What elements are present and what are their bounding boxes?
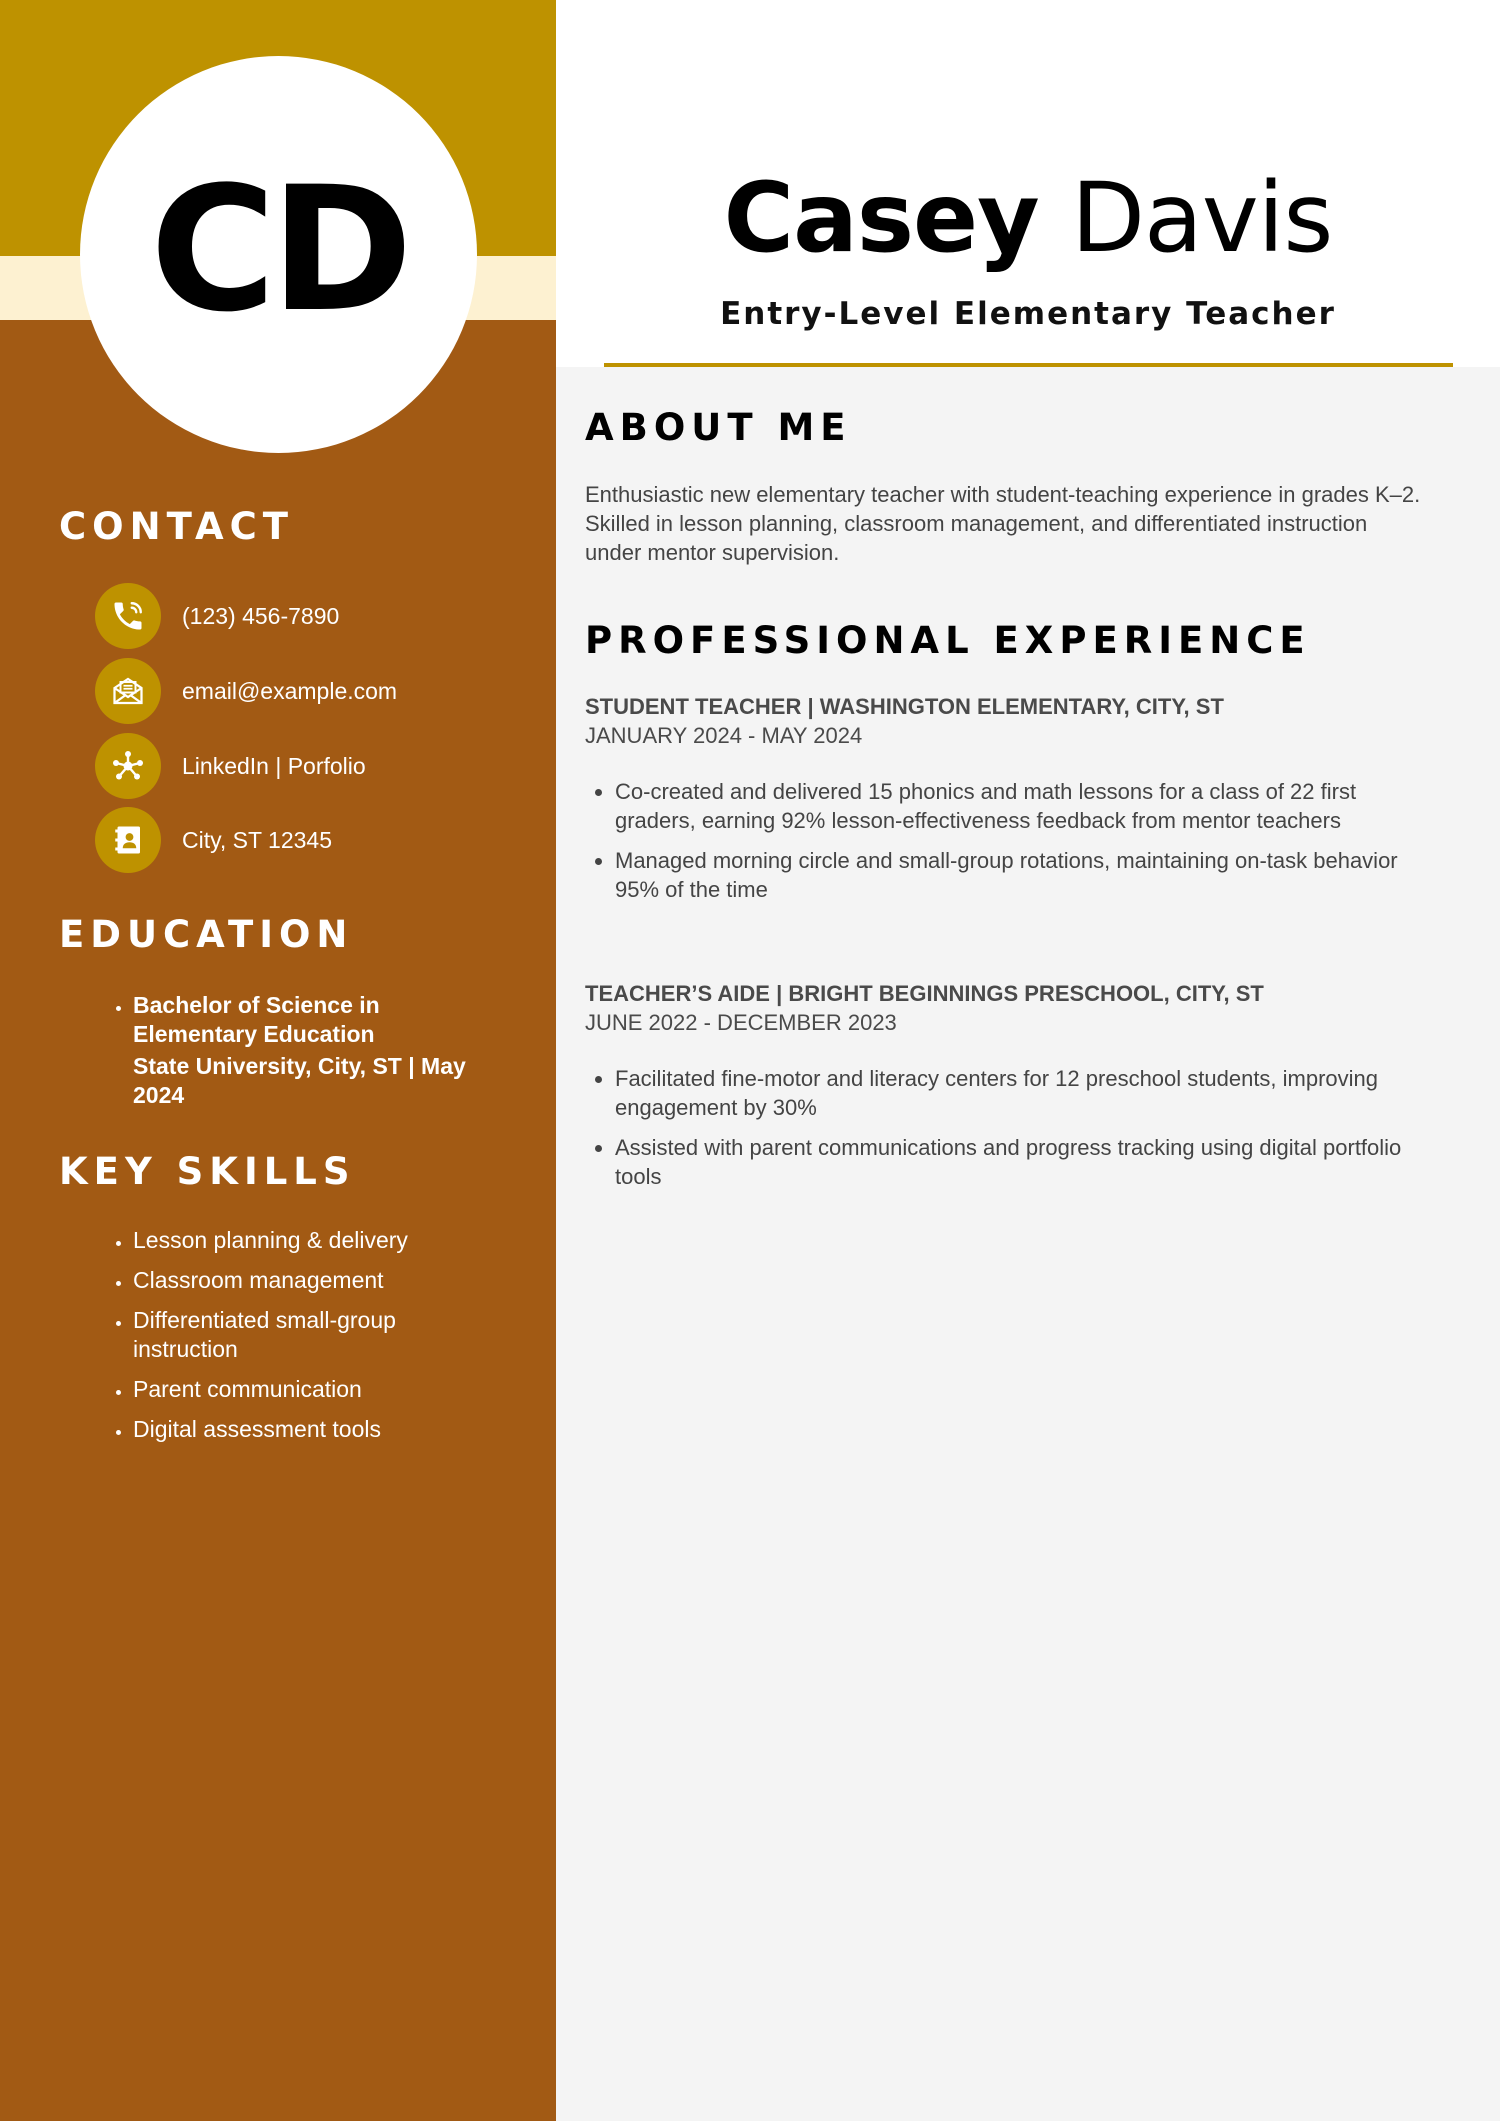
education-list — [90, 991, 543, 1110]
job-bullet: • Facilitated fine-motor and literacy centers for 12 preschool students, improving engagement by 30% — [615, 1064, 1415, 1122]
phone-icon — [95, 583, 161, 649]
job-title: Entry-Level Elementary Teacher — [720, 296, 1336, 332]
skill-item: • Digital assessment tools — [133, 1415, 463, 1444]
job-title-1: STUDENT TEACHER | WASHINGTON ELEMENTARY, CITY, ST — [585, 694, 1224, 719]
job-dates-1: JANUARY 2024 - MAY 2024 — [585, 723, 863, 748]
degree-line-2: Elementary Education — [133, 1021, 375, 1047]
skills-list — [90, 1226, 463, 1455]
job-bullet: • Co-created and delivered 15 phonics and math lessons for a class of 22 first graders, earning 92% lesson-effectiveness feedback from mentor teachers — [615, 777, 1415, 835]
network-icon — [95, 733, 161, 799]
monogram: CD — [149, 148, 407, 350]
about-heading: ABOUT ME — [585, 406, 852, 449]
education-heading: EDUCATION — [59, 913, 354, 956]
phone-text[interactable]: (123) 456-7890 — [182, 602, 340, 629]
skill-item: • Differentiated small-group instruction — [133, 1306, 463, 1364]
job-bullet: • Assisted with parent communications and progress tracking using digital portfolio tools — [615, 1133, 1415, 1191]
links-text[interactable]: LinkedIn | Porfolio — [182, 752, 366, 779]
last-name: Davis — [1071, 162, 1333, 274]
skill-item: • Classroom management — [133, 1266, 463, 1295]
header-divider — [604, 363, 1453, 367]
contact-phone — [95, 583, 339, 649]
school-line: State University, City, ST | May 2024 — [133, 1053, 466, 1108]
full-name — [556, 162, 1500, 274]
degree-line-1: • Bachelor of Science in — [133, 992, 380, 1018]
contact-address — [95, 807, 332, 873]
job-bullets-2 — [567, 1064, 1415, 1202]
contact-heading: CONTACT — [59, 505, 294, 548]
skill-item: • Parent communication — [133, 1375, 463, 1404]
education-item — [133, 991, 543, 1110]
job-bullet: • Managed morning circle and small-group rotations, maintaining on-task behavior 95% of the time — [615, 846, 1415, 904]
job-dates-2: JUNE 2022 - DECEMBER 2023 — [585, 1010, 897, 1035]
job-bullets-1 — [567, 777, 1415, 915]
about-text: Enthusiastic new elementary teacher with student-teaching experience in grades K–2. Skilled in lesson planning, classroom management, and differentiated instruction under mentor supervision. — [585, 482, 1421, 565]
email-icon — [95, 658, 161, 724]
experience-heading: PROFESSIONAL EXPERIENCE — [585, 619, 1311, 662]
first-name: Casey — [723, 162, 1039, 274]
address-book-icon — [95, 807, 161, 873]
email-text[interactable]: email@example.com — [182, 677, 398, 704]
monogram-circle — [80, 56, 477, 453]
skills-heading: KEY SKILLS — [59, 1150, 356, 1193]
address-text: City, ST 12345 — [182, 826, 333, 853]
contact-links — [95, 733, 366, 799]
job-title-2: TEACHER’S AIDE | BRIGHT BEGINNINGS PRESCHOOL, CITY, ST — [585, 981, 1264, 1006]
skill-item: • Lesson planning & delivery — [133, 1226, 463, 1255]
contact-email — [95, 658, 397, 724]
